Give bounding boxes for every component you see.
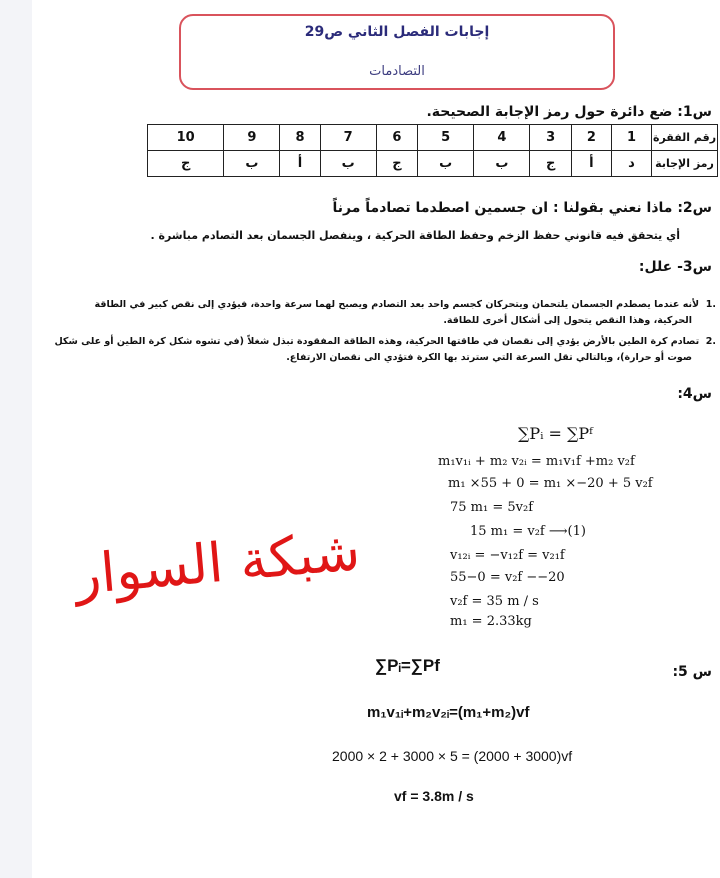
equation-line: m₁ = 2.33kg [450,614,532,629]
equation-line: m₁v₁ᵢ+m₂v₂ᵢ=(m₁+m₂)vf [367,704,530,721]
equation-line: m₁ ×55 + 0 = m₁ ×−20 + 5 v₂f [448,476,653,491]
q4-title: :س4 [677,386,712,402]
equation-line: 15 m₁ = v₂f ⟶(1) [470,524,586,539]
q3-item-text: لأنه عندما يصطدم الجسمان يلتحمان ويتحركان كجسم واحد بعد التصادم ويصبح لهما سرعة واحدة، فيؤدي إلى نقص كبير في الطاقة [94,299,700,310]
equation-line: v₁₂ᵢ = −v₁₂f = v₂₁f [450,548,565,563]
equation-line: m₁v₁ᵢ + m₂ v₂ᵢ = m₁v₁f +m₂ v₂f [438,454,635,469]
table-cell: 2 [571,125,611,151]
q3-item-text: صوت أو حرارة)، وبالتالي تقل السرعة التي سترتد بها الكرة فتؤدي الى نقصان الارتفاع. [286,352,692,363]
q2-title: س2: ماذا نعني بقولنا : ان جسمين اصطدما تصادماً مرناً [332,200,712,216]
table-cell: 9 [224,125,280,151]
q2-answer: أي يتحقق فيه قانوني حفظ الزخم وحفظ الطاقة الحركية ، وينفصل الجسمان بعد التصادم مباشرة . [150,229,680,242]
table-cell: أ [280,151,320,177]
answer-table [147,124,718,177]
table-cell: 10 [148,125,224,151]
q4-solution [430,412,670,632]
q3-title: س3- علل: [638,259,712,275]
table-cell: 3 [530,125,571,151]
watermark-text: شبكة السوار [72,519,363,607]
equation-line: 75 m₁ = 5v₂f [450,500,534,515]
header-title: إجابات الفصل الثاني ص29 [304,24,490,40]
table-row-numbers [148,125,718,151]
table-cell: 4 [474,125,530,151]
table-cell: ج [376,151,417,177]
table-row-answers [148,151,718,177]
q5-title: س 5: [672,664,712,680]
row-label-answers: رمز الإجابة [652,151,718,177]
table-cell: ج [530,151,571,177]
table-cell: 5 [418,125,474,151]
equation-line: v₂f = 35 m / s [450,594,539,609]
table-cell: ج [148,151,224,177]
q3-item-2 [54,334,716,366]
equation-line: 2000 × 2 + 3000 × 5 = (2000 + 3000)vf [332,748,573,764]
equation-line: vf = 3.8m / s [394,788,474,804]
equation-line: ∑Pᵢ = ∑Pᶠ [518,424,593,443]
table-cell: ب [224,151,280,177]
q3-item-number: .1 [705,299,716,310]
row-label-numbers: رقم الفقرة [652,125,718,151]
document-page [32,0,720,878]
table-cell: ب [320,151,376,177]
table-cell: 8 [280,125,320,151]
header-box [179,14,615,90]
table-cell: أ [571,151,611,177]
header-subtitle: التصادمات [369,64,425,79]
q1-title: س1: ضع دائرة حول رمز الإجابة الصحيحة. [426,104,712,120]
q3-item-text: تصادم كرة الطين بالأرض يؤدي إلى نقصان في طاقتها الحركية، وهذه الطاقة المفقودة تبذل شغلاً (في تشوه شكل كرة الطين أو على شكل [54,336,700,347]
table-cell: 1 [611,125,651,151]
q3-item-number: .2 [705,336,716,347]
table-cell: د [611,151,651,177]
table-cell: ب [474,151,530,177]
equation-line: ∑Pᵢ=∑Pf [375,656,440,675]
equation-line: 55−0 = v₂f −−20 [450,570,565,585]
table-cell: 7 [320,125,376,151]
q3-item-text: الحركية، وهذا النقص يتحول إلى أشكال أخرى للطاقة. [443,315,692,326]
table-cell: 6 [376,125,417,151]
q3-item-1 [76,297,716,329]
table-cell: ب [418,151,474,177]
